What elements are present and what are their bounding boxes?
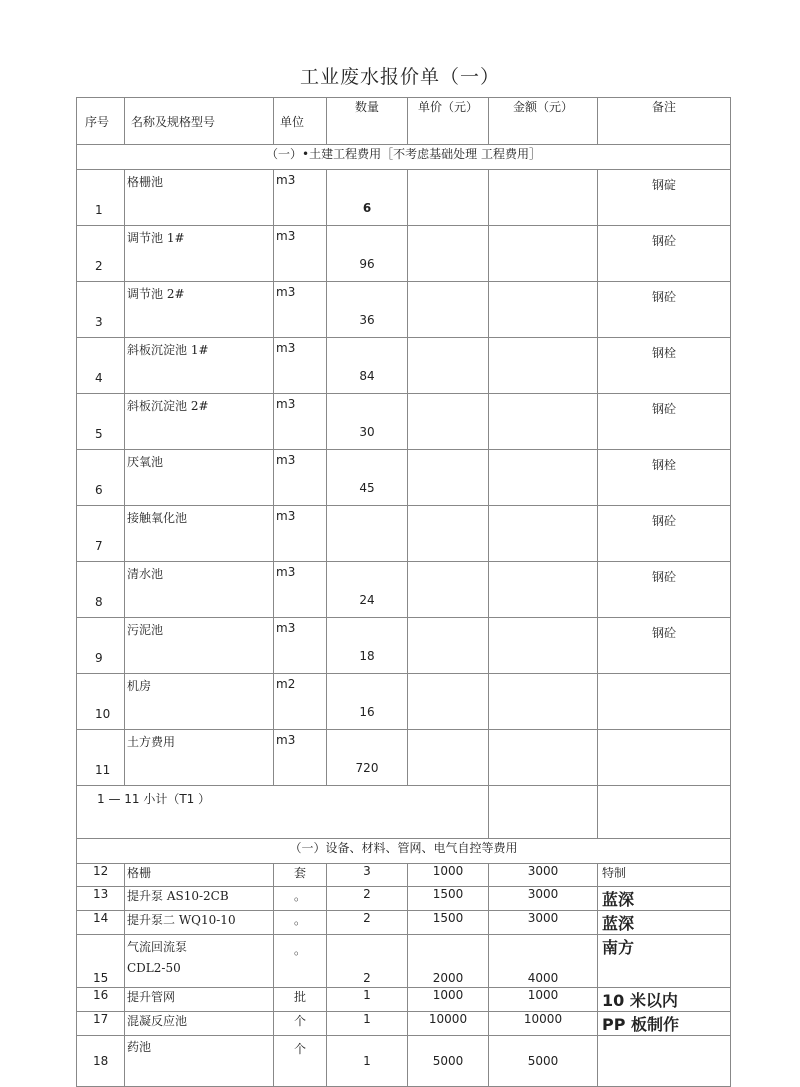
table-row bbox=[77, 1012, 731, 1036]
row-qty: 96 bbox=[327, 226, 408, 282]
row-seq: 16 bbox=[77, 988, 125, 1012]
row-seq: 2 bbox=[77, 226, 125, 282]
row-unit: m3 bbox=[274, 618, 327, 674]
row-name: 污泥池 bbox=[125, 618, 274, 674]
row-note: 蓝深 bbox=[598, 887, 731, 911]
row-seq: 17 bbox=[77, 1012, 125, 1036]
row-note: 钢栓 bbox=[598, 338, 731, 394]
row-note: 钢栓 bbox=[598, 450, 731, 506]
row-seq: 8 bbox=[77, 562, 125, 618]
row-name bbox=[125, 1036, 274, 1087]
table-row bbox=[77, 988, 731, 1012]
row-name: 斜板沉淀池 2# bbox=[125, 394, 274, 450]
row-unit: m3 bbox=[274, 450, 327, 506]
row-name-line: 提升泵 AS10-2CB bbox=[127, 889, 229, 903]
row-qty: 24 bbox=[327, 562, 408, 618]
row-name: 斜板沉淀池 1# bbox=[125, 338, 274, 394]
row-amount bbox=[489, 450, 598, 506]
row-seq: 10 bbox=[77, 674, 125, 730]
row-note: 钢砼 bbox=[598, 618, 731, 674]
row-amount: 3000 bbox=[489, 887, 598, 911]
row-unit: m3 bbox=[274, 394, 327, 450]
row-amount bbox=[489, 506, 598, 562]
header-name: 名称及规格型号 bbox=[125, 98, 274, 145]
row-note: 10 米以内 bbox=[598, 988, 731, 1012]
row-seq: 15 bbox=[77, 935, 125, 988]
row-qty: 6 bbox=[327, 170, 408, 226]
row-amount bbox=[489, 226, 598, 282]
row-price: 5000 bbox=[408, 1036, 489, 1087]
row-qty: 3 bbox=[327, 864, 408, 887]
row-unit: 。 bbox=[274, 887, 327, 911]
section-row-civil bbox=[77, 145, 731, 170]
header-price: 单价（元） bbox=[408, 98, 489, 145]
table-row bbox=[77, 282, 731, 338]
row-name-model: CDL2-50 bbox=[127, 961, 181, 975]
row-qty: 1 bbox=[327, 1036, 408, 1087]
row-note: PP 板制作 bbox=[598, 1012, 731, 1036]
row-amount: 1000 bbox=[489, 988, 598, 1012]
table-row bbox=[77, 170, 731, 226]
row-unit: m3 bbox=[274, 338, 327, 394]
row-seq: 5 bbox=[77, 394, 125, 450]
row-price bbox=[408, 674, 489, 730]
row-qty: 2 bbox=[327, 911, 408, 935]
row-name: 格栅池 bbox=[125, 170, 274, 226]
row-note: 蓝深 bbox=[598, 911, 731, 935]
header-qty: 数量 bbox=[327, 98, 408, 145]
row-amount bbox=[489, 394, 598, 450]
row-amount bbox=[489, 338, 598, 394]
row-price bbox=[408, 730, 489, 786]
row-name-line: 气流回流泵 bbox=[127, 940, 188, 954]
row-qty bbox=[327, 506, 408, 562]
table-row bbox=[77, 935, 731, 988]
section-equipment-label: （一）设备、材料、管网、电气自控等费用 bbox=[77, 839, 731, 864]
row-unit: m3 bbox=[274, 730, 327, 786]
row-qty: 1 bbox=[327, 988, 408, 1012]
row-amount bbox=[489, 618, 598, 674]
table-row bbox=[77, 226, 731, 282]
row-name: 土方费用 bbox=[125, 730, 274, 786]
row-name: 清水池 bbox=[125, 562, 274, 618]
row-name: 厌氧池 bbox=[125, 450, 274, 506]
row-seq: 1 bbox=[77, 170, 125, 226]
row-seq: 6 bbox=[77, 450, 125, 506]
row-qty: 30 bbox=[327, 394, 408, 450]
row-price bbox=[408, 562, 489, 618]
row-amount: 10000 bbox=[489, 1012, 598, 1036]
row-price bbox=[408, 506, 489, 562]
row-unit: m3 bbox=[274, 170, 327, 226]
row-name bbox=[125, 988, 274, 1012]
section-civil-label: （一）•土建工程费用［不考虑基础处理 工程费用］ bbox=[77, 145, 731, 170]
row-name-line: 药池 bbox=[127, 1040, 152, 1054]
row-qty: 720 bbox=[327, 730, 408, 786]
subtotal-label: 1 — 11 小计（T1 ） bbox=[77, 786, 489, 839]
table-row bbox=[77, 674, 731, 730]
row-name-line: 格栅 bbox=[127, 866, 152, 880]
row-qty: 16 bbox=[327, 674, 408, 730]
row-price: 10000 bbox=[408, 1012, 489, 1036]
row-price bbox=[408, 618, 489, 674]
row-note: 钢碇 bbox=[598, 170, 731, 226]
table-row bbox=[77, 911, 731, 935]
row-amount bbox=[489, 282, 598, 338]
row-unit: m3 bbox=[274, 506, 327, 562]
section-row-equipment bbox=[77, 839, 731, 864]
row-name: 调节池 1# bbox=[125, 226, 274, 282]
row-price: 1000 bbox=[408, 988, 489, 1012]
row-unit: 个 bbox=[274, 1036, 327, 1087]
row-note: 钢砼 bbox=[598, 506, 731, 562]
row-qty: 36 bbox=[327, 282, 408, 338]
table-row bbox=[77, 618, 731, 674]
row-name: 机房 bbox=[125, 674, 274, 730]
page-title: 工业废水报价单（一） bbox=[299, 66, 500, 88]
row-seq: 9 bbox=[77, 618, 125, 674]
quotation-table bbox=[76, 97, 731, 1087]
header-seq: 序号 bbox=[77, 98, 125, 145]
row-name-line: 混凝反应池 bbox=[127, 1014, 188, 1028]
row-name bbox=[125, 887, 274, 911]
row-qty: 2 bbox=[327, 935, 408, 988]
row-unit: 。 bbox=[274, 935, 327, 988]
subtotal-note bbox=[598, 786, 731, 839]
row-qty: 2 bbox=[327, 887, 408, 911]
row-note: 钢砼 bbox=[598, 282, 731, 338]
row-price bbox=[408, 450, 489, 506]
row-amount: 4000 bbox=[489, 935, 598, 988]
header-unit: 单位 bbox=[274, 98, 327, 145]
row-qty: 45 bbox=[327, 450, 408, 506]
row-qty: 18 bbox=[327, 618, 408, 674]
header-amount: 金额（元） bbox=[489, 98, 598, 145]
row-note: 钢砼 bbox=[598, 562, 731, 618]
row-note: 钢砼 bbox=[598, 226, 731, 282]
row-seq: 4 bbox=[77, 338, 125, 394]
row-unit: m2 bbox=[274, 674, 327, 730]
table-row bbox=[77, 1036, 731, 1087]
row-note: 特制 bbox=[598, 864, 731, 887]
row-amount bbox=[489, 562, 598, 618]
row-amount bbox=[489, 674, 598, 730]
table-row bbox=[77, 562, 731, 618]
table-row bbox=[77, 864, 731, 887]
table-row bbox=[77, 887, 731, 911]
subtotal-amount bbox=[489, 786, 598, 839]
row-note bbox=[598, 1036, 731, 1087]
row-price bbox=[408, 170, 489, 226]
subtotal-row bbox=[77, 786, 731, 839]
row-seq: 3 bbox=[77, 282, 125, 338]
row-note: 南方 bbox=[598, 935, 731, 988]
row-amount bbox=[489, 730, 598, 786]
row-note: 钢砼 bbox=[598, 394, 731, 450]
header-row bbox=[77, 98, 731, 145]
row-name bbox=[125, 864, 274, 887]
row-price: 1500 bbox=[408, 911, 489, 935]
row-name bbox=[125, 911, 274, 935]
row-name-line: 提升管网 bbox=[127, 990, 176, 1004]
row-name bbox=[125, 1012, 274, 1036]
row-unit: 套 bbox=[274, 864, 327, 887]
row-seq: 11 bbox=[77, 730, 125, 786]
row-seq: 7 bbox=[77, 506, 125, 562]
row-price bbox=[408, 394, 489, 450]
row-qty: 84 bbox=[327, 338, 408, 394]
row-qty: 1 bbox=[327, 1012, 408, 1036]
table-row bbox=[77, 450, 731, 506]
row-amount: 5000 bbox=[489, 1036, 598, 1087]
table-row bbox=[77, 394, 731, 450]
table-row bbox=[77, 506, 731, 562]
row-amount: 3000 bbox=[489, 864, 598, 887]
row-unit: 个 bbox=[274, 1012, 327, 1036]
row-amount: 3000 bbox=[489, 911, 598, 935]
row-price: 1000 bbox=[408, 864, 489, 887]
row-amount bbox=[489, 170, 598, 226]
row-seq: 12 bbox=[77, 864, 125, 887]
row-unit: 批 bbox=[274, 988, 327, 1012]
row-name bbox=[125, 935, 274, 988]
row-note bbox=[598, 730, 731, 786]
row-unit: 。 bbox=[274, 911, 327, 935]
row-price bbox=[408, 226, 489, 282]
row-unit: m3 bbox=[274, 562, 327, 618]
row-seq: 13 bbox=[77, 887, 125, 911]
table-row bbox=[77, 730, 731, 786]
row-name: 调节池 2# bbox=[125, 282, 274, 338]
table-row bbox=[77, 338, 731, 394]
header-note: 备注 bbox=[598, 98, 731, 145]
row-unit: m3 bbox=[274, 282, 327, 338]
row-unit: m3 bbox=[274, 226, 327, 282]
row-price: 1500 bbox=[408, 887, 489, 911]
row-seq: 14 bbox=[77, 911, 125, 935]
row-name: 接触氧化池 bbox=[125, 506, 274, 562]
row-price: 2000 bbox=[408, 935, 489, 988]
row-note bbox=[598, 674, 731, 730]
row-seq: 18 bbox=[77, 1036, 125, 1087]
row-price bbox=[408, 282, 489, 338]
row-name-line: 提升泵二 WQ10-10 bbox=[127, 913, 236, 927]
row-price bbox=[408, 338, 489, 394]
